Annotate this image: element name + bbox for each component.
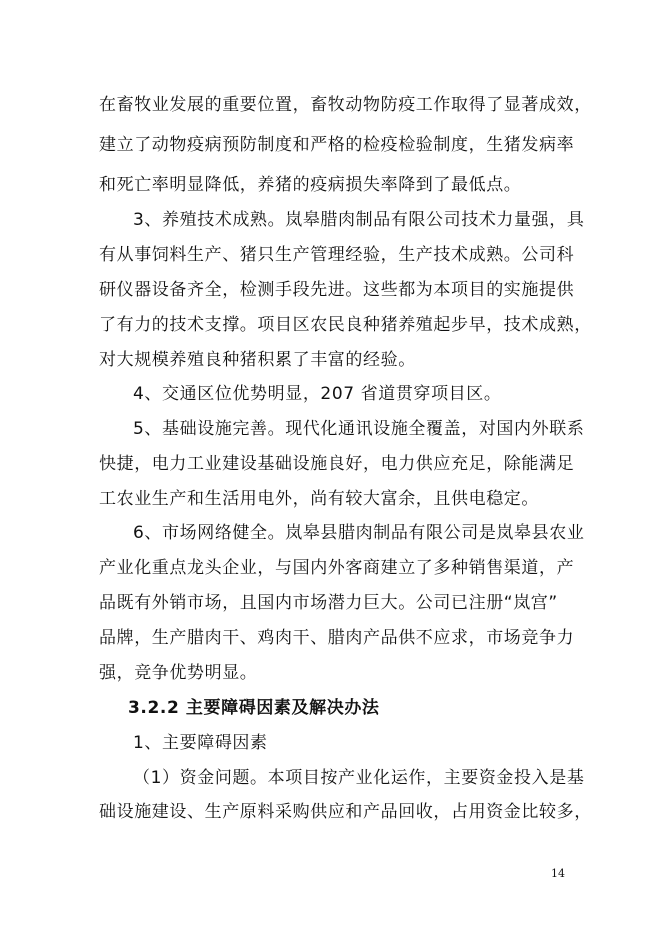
paragraph-line: 研仪器设备齐全，检测手段先进。这些都为本项目的实施提供 bbox=[99, 280, 575, 300]
paragraph-line: 快捷，电力工业建设基础设施良好，电力供应充足，除能满足 bbox=[99, 454, 575, 474]
paragraph-line: 对大规模养殖良种猪积累了丰富的经验。 bbox=[99, 350, 416, 370]
subheading-line: 1、主要障碍因素 bbox=[133, 733, 268, 753]
paragraph-line: 工农业生产和生活用电外，尚有较大富余，且供电稳定。 bbox=[99, 489, 539, 509]
paragraph-line: 3、养殖技术成熟。岚皋腊肉制品有限公司技术力量强，具 bbox=[133, 210, 585, 230]
paragraph-line: 品牌，生产腊肉干、鸡肉干、腊肉产品供不应求，市场竞争力 bbox=[99, 628, 575, 648]
paragraph-line: 了有力的技术支撑。项目区农民良种猪养殖起步早，技术成熟， bbox=[99, 315, 592, 335]
paragraph-line: 4、交通区位优势明显，207 省道贯穿项目区。 bbox=[133, 384, 502, 404]
page-number: 14 bbox=[551, 867, 565, 880]
paragraph-line: 有从事饲料生产、猪只生产管理经验，生产技术成熟。公司科 bbox=[99, 245, 575, 265]
paragraph-line: 建立了动物疫病预防制度和严格的检疫检验制度，生猪发病率 bbox=[99, 135, 575, 155]
paragraph-line: 和死亡率明显降低，养猪的疫病损失率降到了最低点。 bbox=[99, 175, 522, 195]
paragraph-line: （1）资金问题。本项目按产业化运作，主要资金投入是基 bbox=[133, 768, 585, 788]
section-heading: 3.2.2 主要障碍因素及解决办法 bbox=[128, 698, 380, 718]
paragraph-line: 5、基础设施完善。现代化通讯设施全覆盖，对国内外联系 bbox=[133, 419, 585, 439]
paragraph-line: 产业化重点龙头企业，与国内外客商建立了多种销售渠道，产 bbox=[99, 558, 575, 578]
paragraph-line: 强，竞争优势明显。 bbox=[99, 663, 258, 683]
paragraph-line: 品既有外销市场，且国内市场潜力巨大。公司已注册“岚宫” bbox=[99, 593, 558, 613]
paragraph-line: 6、市场网络健全。岚皋县腊肉制品有限公司是岚皋县农业 bbox=[133, 523, 585, 543]
paragraph-line: 在畜牧业发展的重要位置，畜牧动物防疫工作取得了显著成效， bbox=[99, 95, 592, 115]
paragraph-line: 础设施建设、生产原料采购供应和产品回收，占用资金比较多， bbox=[99, 802, 592, 822]
